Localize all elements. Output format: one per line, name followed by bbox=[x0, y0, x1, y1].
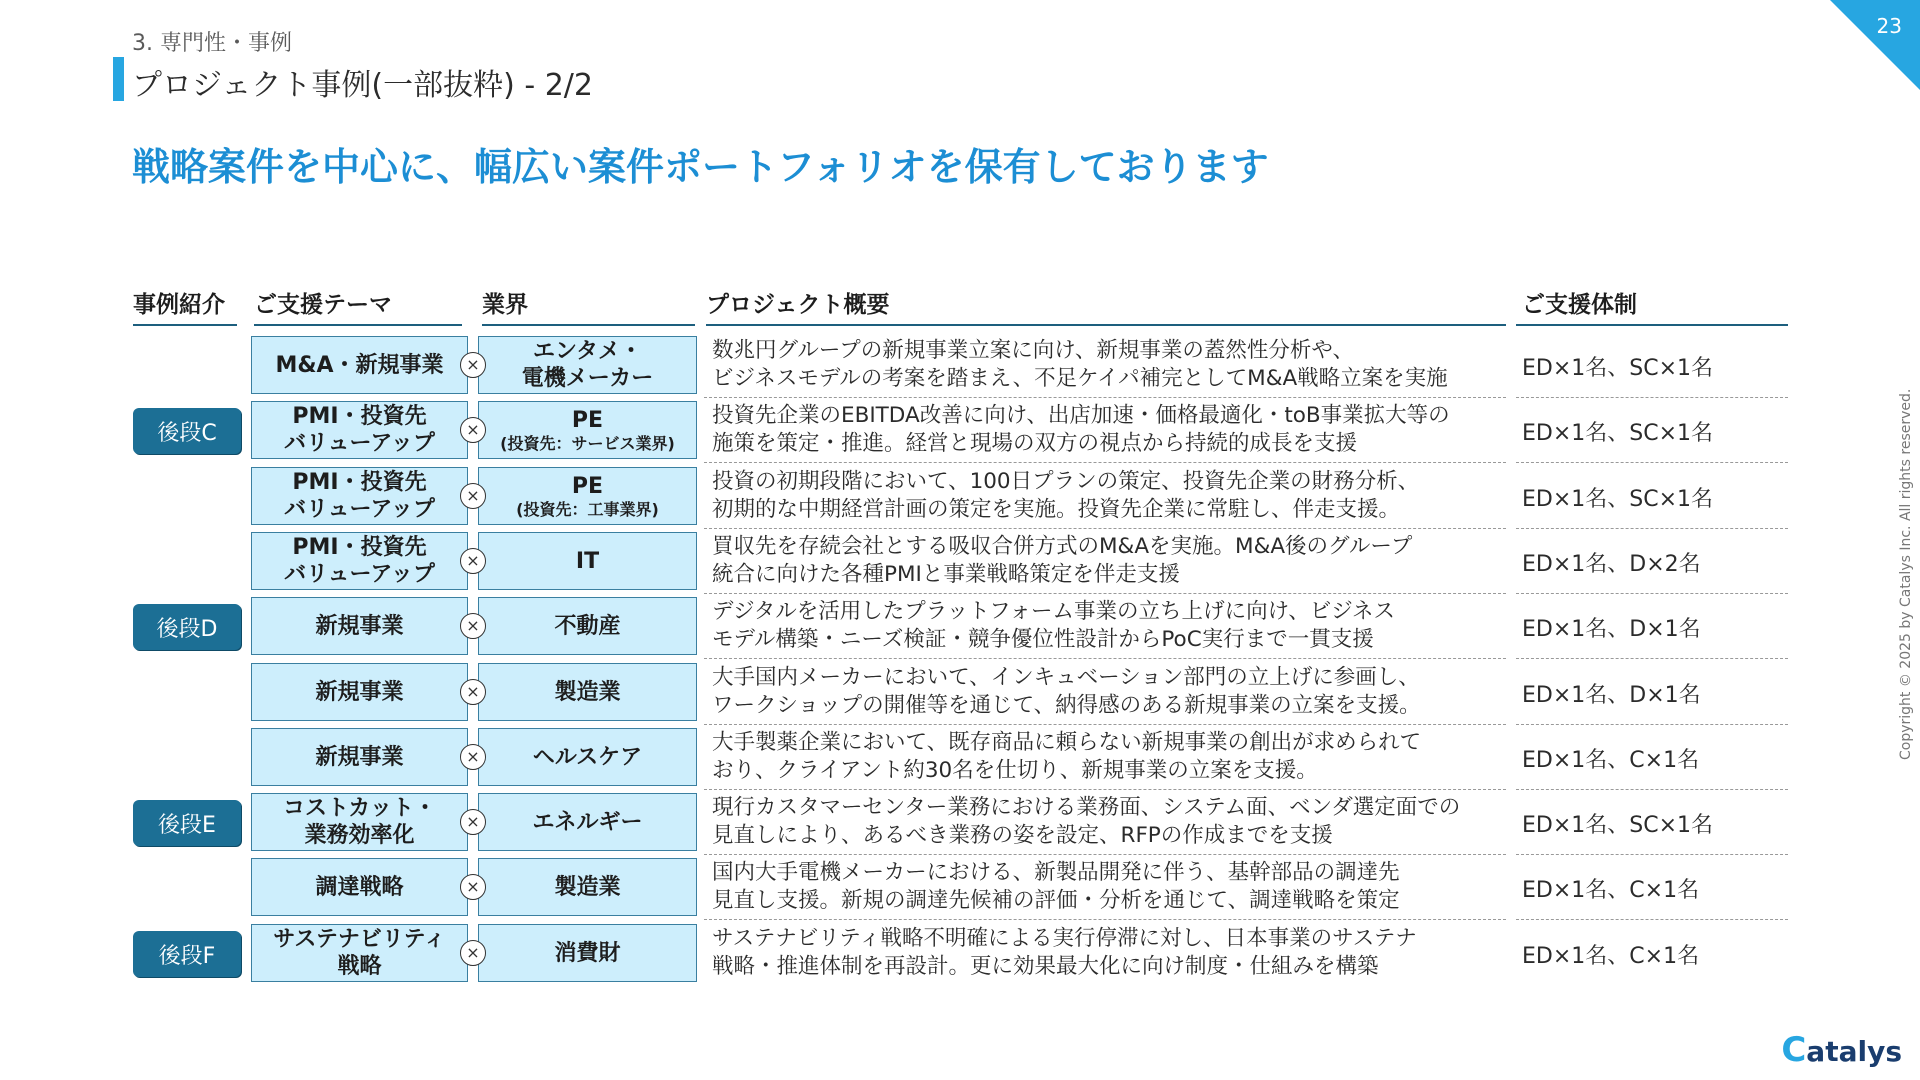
header-case: 事例紹介 bbox=[133, 286, 237, 326]
cross-icon: × bbox=[460, 352, 486, 378]
title-accent-bar bbox=[113, 57, 124, 101]
cross-icon: × bbox=[460, 483, 486, 509]
phase-badge: 後段D bbox=[133, 604, 241, 650]
cross-icon: × bbox=[460, 613, 486, 639]
row-divider bbox=[1516, 919, 1788, 920]
row-divider bbox=[1516, 528, 1788, 529]
section-label: 3. 専門性・事例 bbox=[132, 31, 292, 56]
cross-icon: × bbox=[460, 874, 486, 900]
row-divider bbox=[704, 919, 1506, 920]
industry-cell: 不動産 bbox=[478, 597, 697, 655]
row-divider bbox=[704, 724, 1506, 725]
theme-cell: サステナビリティ 戦略 bbox=[251, 924, 468, 982]
row-divider bbox=[1516, 854, 1788, 855]
corner-accent bbox=[1830, 0, 1920, 90]
row-divider bbox=[1516, 593, 1788, 594]
header-theme: ご支援テーマ bbox=[254, 286, 462, 326]
industry-cell: 製造業 bbox=[478, 663, 697, 721]
phase-badge: 後段F bbox=[133, 931, 241, 977]
theme-cell: PMI・投資先 バリューアップ bbox=[251, 532, 468, 590]
project-summary: 大手国内メーカーにおいて、インキュベーション部門の立上げに参画し、 ワークショップの開催等を通じて、納得感のある新規事業の立案を支援。 bbox=[712, 665, 1421, 718]
project-summary: 大手製薬企業において、既存商品に頼らない新規事業の創出が求められて おり、クライアント約30名を仕切り、新規事業の立案を支援。 bbox=[712, 730, 1422, 783]
theme-cell: コストカット・ 業務効率化 bbox=[251, 793, 468, 851]
row-divider bbox=[704, 789, 1506, 790]
industry-cell: ヘルスケア bbox=[478, 728, 697, 786]
row-divider bbox=[1516, 462, 1788, 463]
phase-badge: 後段C bbox=[133, 408, 241, 454]
page-title: プロジェクト事例(一部抜粋) - 2/2 bbox=[132, 68, 593, 103]
row-divider bbox=[1516, 658, 1788, 659]
row-divider bbox=[704, 658, 1506, 659]
theme-cell: PMI・投資先 バリューアップ bbox=[251, 401, 468, 459]
headline: 戦略案件を中心に、幅広い案件ポートフォリオを保有しております bbox=[132, 145, 1269, 189]
theme-cell: PMI・投資先 バリューアップ bbox=[251, 467, 468, 525]
row-divider bbox=[704, 593, 1506, 594]
project-summary: デジタルを活用したプラットフォーム事業の立ち上げに向け、ビジネス モデル構築・ニーズ検証・競争優位性設計からPoC実行まで一貫支援 bbox=[712, 599, 1396, 652]
industry-cell: IT bbox=[478, 532, 697, 590]
cross-icon: × bbox=[460, 417, 486, 443]
cross-icon: × bbox=[460, 744, 486, 770]
industry-cell: 消費財 bbox=[478, 924, 697, 982]
industry-cell: 製造業 bbox=[478, 858, 697, 916]
page-number: 23 bbox=[1876, 14, 1902, 38]
copyright: Copyright © 2025 by Catalys Inc. All rights reserved. bbox=[1898, 388, 1914, 760]
header-industry: 業界 bbox=[482, 286, 695, 326]
theme-cell: M&A・新規事業 bbox=[251, 336, 468, 394]
header-summary: プロジェクト概要 bbox=[706, 286, 1506, 326]
row-divider bbox=[704, 528, 1506, 529]
project-summary: 投資の初期段階において、100日プランの策定、投資先企業の財務分析、 初期的な中期経営計画の策定を実施。投資先企業に常駐し、伴走支援。 bbox=[712, 469, 1420, 522]
theme-cell: 新規事業 bbox=[251, 597, 468, 655]
row-divider bbox=[704, 854, 1506, 855]
team-composition: ED×1名、D×1名 bbox=[1522, 683, 1701, 708]
row-divider bbox=[704, 462, 1506, 463]
industry-cell: エンタメ・ 電機メーカー bbox=[478, 336, 697, 394]
project-summary: 現行カスタマーセンター業務における業務面、システム面、ベンダ選定面での 見直しにより、あるべき業務の姿を設定、RFPの作成までを支援 bbox=[712, 795, 1461, 848]
project-summary: 投資先企業のEBITDA改善に向け、出店加速・価格最適化・toB事業拡大等の 施策を策定・推進。経営と現場の双方の視点から持続的成長を支援 bbox=[712, 403, 1450, 456]
team-composition: ED×1名、SC×1名 bbox=[1522, 813, 1714, 838]
project-summary: 買収先を存続会社とする吸収合併方式のM&Aを実施。M&A後のグループ 統合に向けた各種PMIと事業戦略策定を伴走支援 bbox=[712, 534, 1413, 587]
project-summary: 国内大手電機メーカーにおける、新製品開発に伴う、基幹部品の調達先 見直し支援。新規の調達先候補の評価・分析を通じて、調達戦略を策定 bbox=[712, 860, 1400, 913]
theme-cell: 調達戦略 bbox=[251, 858, 468, 916]
team-composition: ED×1名、D×1名 bbox=[1522, 617, 1701, 642]
team-composition: ED×1名、C×1名 bbox=[1522, 748, 1700, 773]
cross-icon: × bbox=[460, 809, 486, 835]
team-composition: ED×1名、SC×1名 bbox=[1522, 421, 1714, 446]
team-composition: ED×1名、D×2名 bbox=[1522, 552, 1701, 577]
industry-cell: エネルギー bbox=[478, 793, 697, 851]
row-divider bbox=[704, 397, 1506, 398]
cross-icon: × bbox=[460, 940, 486, 966]
theme-cell: 新規事業 bbox=[251, 663, 468, 721]
team-composition: ED×1名、SC×1名 bbox=[1522, 487, 1714, 512]
row-divider bbox=[1516, 789, 1788, 790]
cross-icon: × bbox=[460, 679, 486, 705]
project-summary: サステナビリティ戦略不明確による実行停滞に対し、日本事業のサステナ 戦略・推進体制を再設計。更に効果最大化に向け制度・仕組みを構築 bbox=[712, 926, 1417, 979]
project-summary: 数兆円グループの新規事業立案に向け、新規事業の蓋然性分析や、 ビジネスモデルの考案を踏まえ、不足ケイパ補完としてM&A戦略立案を実施 bbox=[712, 338, 1448, 391]
industry-cell: PE (投資先：サービス業界) bbox=[478, 401, 697, 459]
header-team: ご支援体制 bbox=[1516, 286, 1788, 326]
catalys-logo: Catalys bbox=[1781, 1030, 1902, 1070]
theme-cell: 新規事業 bbox=[251, 728, 468, 786]
team-composition: ED×1名、SC×1名 bbox=[1522, 356, 1714, 381]
row-divider bbox=[1516, 397, 1788, 398]
cross-icon: × bbox=[460, 548, 486, 574]
team-composition: ED×1名、C×1名 bbox=[1522, 878, 1700, 903]
industry-cell: PE (投資先：工事業界) bbox=[478, 467, 697, 525]
team-composition: ED×1名、C×1名 bbox=[1522, 944, 1700, 969]
phase-badge: 後段E bbox=[133, 800, 241, 846]
row-divider bbox=[1516, 724, 1788, 725]
